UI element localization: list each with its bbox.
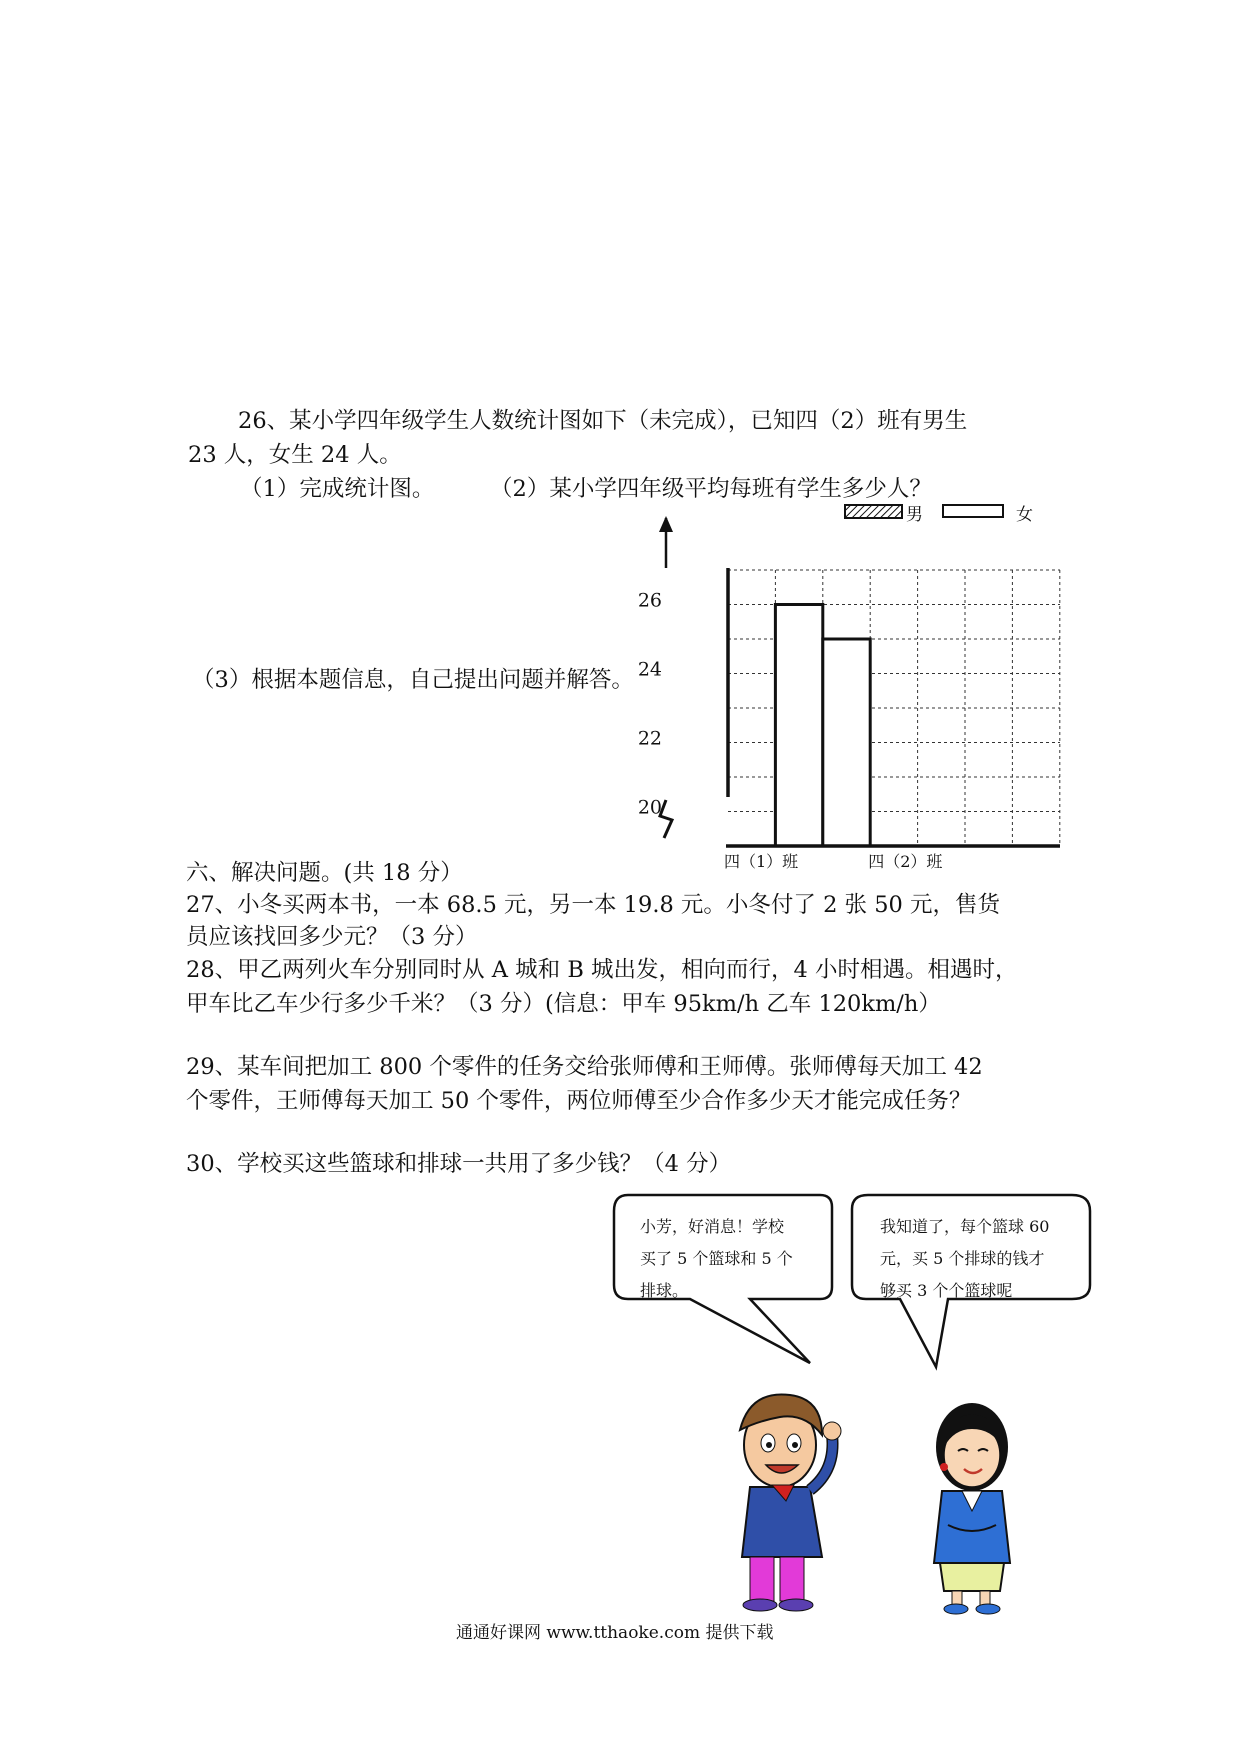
x-category-label: 四（2）班	[868, 852, 943, 871]
q26-sub3: （3）根据本题信息，自己提出问题并解答。	[192, 667, 634, 693]
legend-label-male: 男	[906, 505, 923, 525]
q27-line1: 27、小冬买两本书，一本 68.5 元，另一本 19.8 元。小冬付了 2 张 50 元，售货	[186, 892, 1000, 918]
bubble-right-line3: 够买 3 个个篮球呢	[880, 1281, 1013, 1300]
y-tick-label: 22	[637, 727, 662, 750]
bar-male-class1	[775, 605, 822, 847]
bubble-left-line1: 小芳，好消息！学校	[640, 1217, 785, 1236]
bubble-right-line2: 元，买 5 个排球的钱才	[880, 1249, 1045, 1268]
q27-line2: 员应该找回多少元？（3 分）	[186, 924, 478, 950]
y-tick-label: 24	[637, 658, 662, 681]
chart-tick-labels	[638, 590, 662, 819]
q26-line2: 23 人，女生 24 人。	[188, 442, 402, 468]
y-tick-label: 26	[637, 589, 662, 612]
q26-line1: 26、某小学四年级学生人数统计图如下（未完成），已知四（2）班有男生	[238, 408, 968, 434]
chart-bars	[775, 605, 870, 847]
y-tick-label: 20	[637, 796, 662, 819]
legend-swatch-female	[942, 504, 1004, 518]
q30-text: 30、学校买这些篮球和排球一共用了多少钱？（4 分）	[186, 1151, 732, 1177]
chart-category-labels	[724, 852, 942, 871]
bar-female-class1	[823, 639, 870, 846]
q28-line1: 28、甲乙两列火车分别同时从 A 城和 B 城出发，相向而行，4 小时相遇。相遇时，	[186, 957, 1018, 983]
boy-character	[740, 1394, 841, 1611]
q26-sub2: （2）某小学四年级平均每班有学生多少人？	[490, 476, 932, 502]
page-footer: 通通好课网 www.tthaoke.com 提供下载	[456, 1623, 774, 1643]
bubble-right-line1: 我知道了，每个篮球 60	[880, 1217, 1050, 1236]
q26-sub1: （1）完成统计图。	[240, 476, 435, 502]
girl-character	[934, 1403, 1010, 1614]
bubble-left-line3: 排球。	[640, 1281, 689, 1300]
legend-swatch-male	[844, 504, 904, 520]
bar-chart	[620, 520, 1080, 871]
axis-arrow-head	[659, 516, 673, 532]
section6-heading: 六、解决问题。(共 18 分）	[186, 860, 463, 886]
x-category-label: 四（1）班	[724, 852, 799, 871]
q29-line2: 个零件，王师傅每天加工 50 个零件，两位师傅至少合作多少天才能完成任务？	[186, 1088, 972, 1114]
q28-line2: 甲车比乙车少行多少千米？（3 分）(信息：甲车 95km/h 乙车 120km/h）	[186, 991, 941, 1017]
q29-line1: 29、某车间把加工 800 个零件的任务交给张师傅和王师傅。张师傅每天加工 42	[186, 1054, 983, 1080]
legend-label-female: 女	[1016, 505, 1033, 525]
bubble-left-line2: 买了 5 个篮球和 5 个	[640, 1249, 793, 1268]
